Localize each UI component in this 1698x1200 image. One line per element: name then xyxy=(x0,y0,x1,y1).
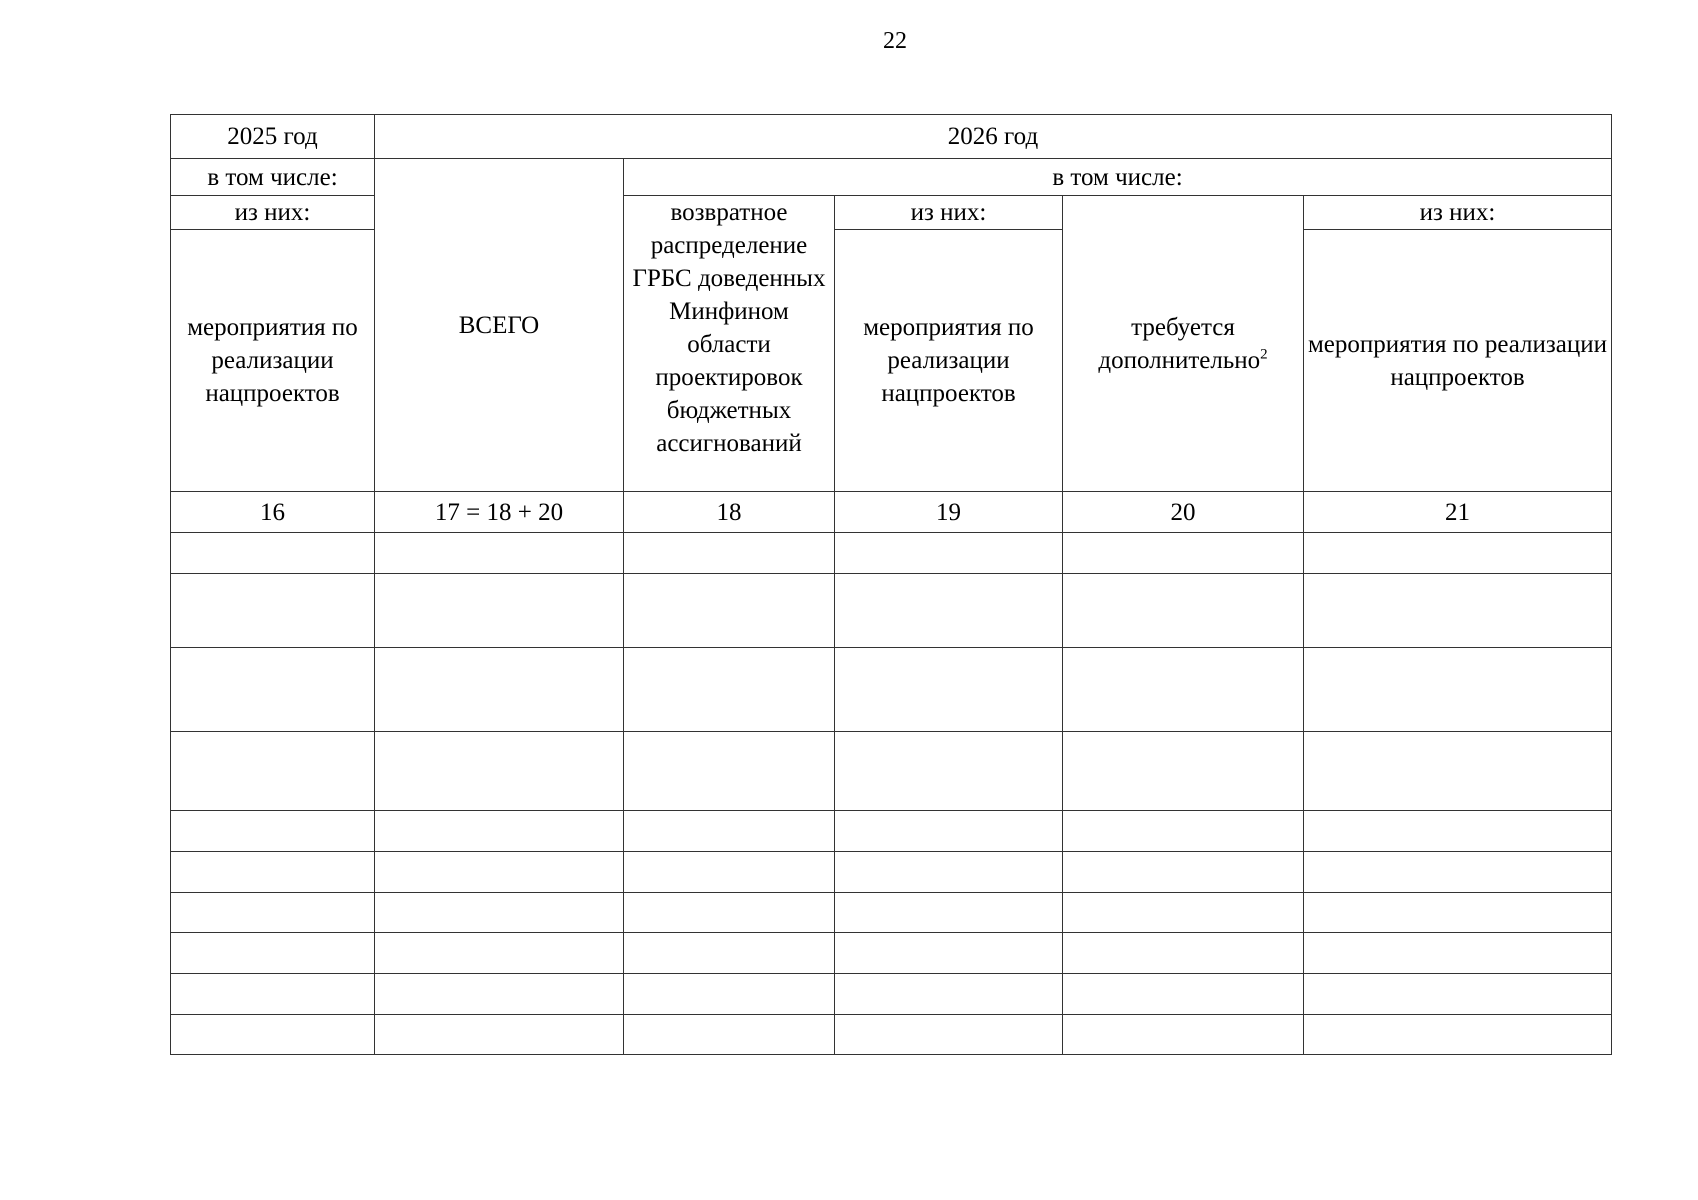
table-cell xyxy=(375,974,624,1015)
table-cell xyxy=(375,811,624,852)
header-of-them-16: из них: xyxy=(171,196,375,230)
table-cell xyxy=(835,533,1063,574)
table-cell xyxy=(375,533,624,574)
header-row-years xyxy=(171,115,1612,159)
header-nat-projects-19: мероприятия по реализации нацпроектов xyxy=(835,230,1063,492)
table-cell xyxy=(835,974,1063,1015)
table-cell xyxy=(1063,732,1304,811)
header-of-them-21: из них: xyxy=(1304,196,1612,230)
table-cell xyxy=(624,574,835,648)
column-number: 17 = 18 + 20 xyxy=(375,492,624,533)
table-cell xyxy=(375,893,624,933)
table-cell xyxy=(375,732,624,811)
table-cell xyxy=(171,1015,375,1055)
table-cell xyxy=(624,811,835,852)
header-nat-projects-16: мероприятия по реализации нацпроектов xyxy=(171,230,375,492)
table-row xyxy=(171,893,1612,933)
header-including-2025: в том числе: xyxy=(171,159,375,196)
header-year-2025: 2025 год xyxy=(171,115,375,159)
table-cell xyxy=(171,893,375,933)
column-number: 19 xyxy=(835,492,1063,533)
table-cell xyxy=(171,533,375,574)
table-cell xyxy=(1063,893,1304,933)
header-return-distribution: возвратное распределение ГРБС доведенных Минфином области проектировок бюджетных ассигнований xyxy=(624,196,835,492)
table-row xyxy=(171,852,1612,893)
table-row xyxy=(171,533,1612,574)
table-cell xyxy=(171,974,375,1015)
header-required-additionally-label: требуется дополнительно xyxy=(1098,313,1261,374)
header-row-including xyxy=(171,159,1612,196)
column-number: 18 xyxy=(624,492,835,533)
header-required-additionally xyxy=(1063,196,1304,492)
header-total: ВСЕГО xyxy=(375,159,624,492)
table-row xyxy=(171,648,1612,732)
header-including-2026: в том числе: xyxy=(624,159,1612,196)
table-cell xyxy=(375,574,624,648)
column-numbers-row xyxy=(171,492,1612,533)
table-cell xyxy=(171,933,375,974)
table-cell xyxy=(171,811,375,852)
table-row xyxy=(171,811,1612,852)
table-cell xyxy=(1304,533,1612,574)
header-year-2026: 2026 год xyxy=(375,115,1612,159)
table-cell xyxy=(1304,648,1612,732)
table-cell xyxy=(624,533,835,574)
table-cell xyxy=(375,933,624,974)
table-cell xyxy=(835,893,1063,933)
table-cell xyxy=(835,1015,1063,1055)
column-number: 21 xyxy=(1304,492,1612,533)
table-cell xyxy=(1304,1015,1612,1055)
page-number: 22 xyxy=(883,28,907,54)
table-cell xyxy=(1063,974,1304,1015)
table-cell xyxy=(835,732,1063,811)
budget-table-container xyxy=(170,114,1612,1055)
table-cell xyxy=(1063,1015,1304,1055)
table-row xyxy=(171,974,1612,1015)
table-cell xyxy=(835,933,1063,974)
table-cell xyxy=(171,574,375,648)
table-cell xyxy=(624,933,835,974)
table-cell xyxy=(835,811,1063,852)
table-cell xyxy=(171,852,375,893)
table-cell xyxy=(1304,732,1612,811)
table-cell xyxy=(171,732,375,811)
table-cell xyxy=(624,893,835,933)
header-nat-projects-21: мероприятия по реализации нацпроектов xyxy=(1304,230,1612,492)
footnote-marker: 2 xyxy=(1260,346,1268,363)
table-cell xyxy=(1304,811,1612,852)
table-cell xyxy=(624,648,835,732)
table-cell xyxy=(1304,974,1612,1015)
table-cell xyxy=(624,732,835,811)
table-cell xyxy=(171,648,375,732)
table-row xyxy=(171,574,1612,648)
table-cell xyxy=(1063,933,1304,974)
table-cell xyxy=(375,648,624,732)
table-cell xyxy=(1304,933,1612,974)
table-cell xyxy=(835,648,1063,732)
table-cell xyxy=(624,974,835,1015)
table-cell xyxy=(624,1015,835,1055)
table-cell xyxy=(1063,574,1304,648)
table-cell xyxy=(1063,852,1304,893)
table-row xyxy=(171,732,1612,811)
table-cell xyxy=(375,852,624,893)
header-of-them-19: из них: xyxy=(835,196,1063,230)
table-cell xyxy=(1304,574,1612,648)
table-cell xyxy=(375,1015,624,1055)
table-cell xyxy=(1304,852,1612,893)
table-cell xyxy=(835,852,1063,893)
table-cell xyxy=(1063,533,1304,574)
table-row xyxy=(171,1015,1612,1055)
table-cell xyxy=(1304,893,1612,933)
table-cell xyxy=(1063,811,1304,852)
table-cell xyxy=(835,574,1063,648)
budget-table xyxy=(170,114,1612,1055)
column-number: 16 xyxy=(171,492,375,533)
table-cell xyxy=(624,852,835,893)
table-cell xyxy=(1063,648,1304,732)
column-number: 20 xyxy=(1063,492,1304,533)
table-row xyxy=(171,933,1612,974)
